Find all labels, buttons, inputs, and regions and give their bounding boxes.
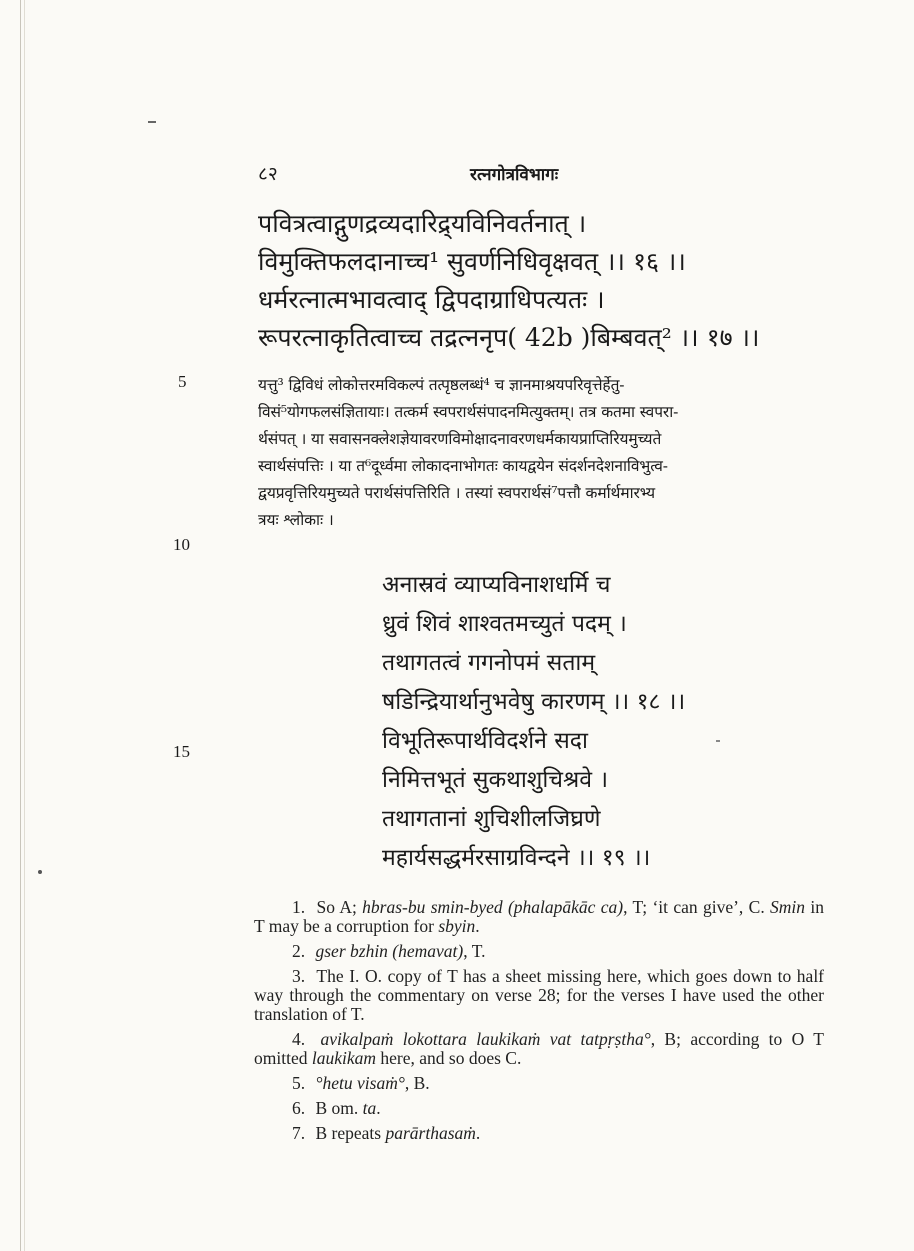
line-number-10: 10: [173, 535, 190, 554]
page-number: ८२: [258, 163, 278, 185]
footnote-1: 1. So A; hbras-bu smin-byed (phalapākāc ca), T; ‘it can give’, C. Smin in T may be a corruption for sbyin.: [254, 897, 825, 936]
footnote-5: 5. °hetu visaṁ°, B.: [292, 1073, 430, 1093]
footnote-4: 4. avikalpaṁ lokottara laukikaṁ vat tatpṛṣtha°, B; according to O T omitted laukikam here, and so does C.: [254, 1029, 825, 1068]
commentary-prose: [258, 372, 823, 534]
verse-line: तथागतत्वं गगनोपमं सताम्: [382, 650, 596, 676]
verse-line: धर्मरत्नात्मभावत्वाद् द्विपदाग्राधिपत्यतः ।: [258, 285, 605, 314]
line-number-15: 15: [173, 742, 190, 761]
verse-block-16-17: [258, 205, 838, 357]
verse-line: रूपरत्नाकृतित्वाच्च तद्रत्ननृप( 42b )बिम्बवत्² ।। १७ ।।: [258, 323, 760, 352]
footnotes: [254, 898, 824, 1149]
running-title: रत्नगोत्रविभागः: [470, 165, 559, 185]
verse-block-18-19: [382, 566, 802, 878]
verse-line: षडिन्द्रियार्थानुभवेषु कारणम् ।। १८ ।।: [382, 689, 686, 715]
verse-line: विमुक्तिफलदानाच्च¹ सुवर्णनिधिवृक्षवत् ।। १६ ।।: [258, 247, 686, 276]
commentary-line: यत्तु³ द्विविधं लोकोत्तरमविकल्पं तत्पृष्ठलब्धं⁴ च ज्ञानमाश्रयपरिवृत्तेर्हेतु-: [258, 376, 625, 394]
verse-line: तथागतानां शुचिशीलजिघ्रणे: [382, 806, 601, 832]
commentary-line: त्रयः श्लोकाः ।: [258, 511, 334, 529]
verse-line: ध्रुवं शिवं शाश्वतमच्युतं पदम् ।: [382, 611, 627, 637]
commentary-line: द्वयप्रवृत्तिरियमुच्यते परार्थसंपत्तिरिति । तस्यां स्वपरार्थसं⁷पत्तौ कर्मार्थमारभ्य: [258, 484, 655, 502]
verse-line: निमित्तभूतं सुकथाशुचिश्रवे ।: [382, 767, 609, 793]
margin-mark: [148, 121, 156, 123]
commentary-line: विसं⁵योगफलसंज्ञितायाः। तत्कर्म स्वपरार्थसंपादनमित्युक्तम्। तत्र कतमा स्वपरा-: [258, 403, 679, 421]
ink-speck: [38, 870, 42, 874]
commentary-line: स्वार्थसंपत्तिः । या त⁶दूर्ध्वमा लोकादनाभोगतः कायद्वयेन संदर्शनदेशनाविभुत्व-: [258, 457, 668, 475]
verse-line: महार्यसद्धर्मरसाग्रविन्दने ।। १९ ।।: [382, 845, 651, 871]
footnote-2: 2. gser bzhin (hemavat), T.: [292, 941, 486, 961]
verse-line: अनास्रवं व्याप्यविनाशधर्मि च: [382, 572, 611, 598]
verse-line: पवित्रत्वाद्गुणद्रव्यदारिद्र्यविनिवर्तनात् ।: [258, 209, 587, 238]
page-binding-edge: [20, 0, 21, 1251]
line-number-5: 5: [178, 372, 187, 391]
footnote-3: 3. The I. O. copy of T has a sheet missing here, which goes down to half way through the commentary on verse 28; for the verses I have used the other translation of T.: [254, 966, 825, 1024]
page-header: [258, 160, 558, 190]
verse-line: विभूतिरूपार्थविदर्शने सदा: [382, 728, 588, 754]
footnote-6: 6. B om. ta.: [292, 1098, 381, 1118]
footnote-7: 7. B repeats parārthasaṁ.: [292, 1123, 481, 1143]
commentary-line: र्थसंपत् । या सवासनक्लेशज्ञेयावरणविमोक्षादनावरणधर्मकायप्राप्तिरियमुच्यते: [258, 430, 662, 448]
page-binding-edge-inner: [24, 0, 25, 1251]
